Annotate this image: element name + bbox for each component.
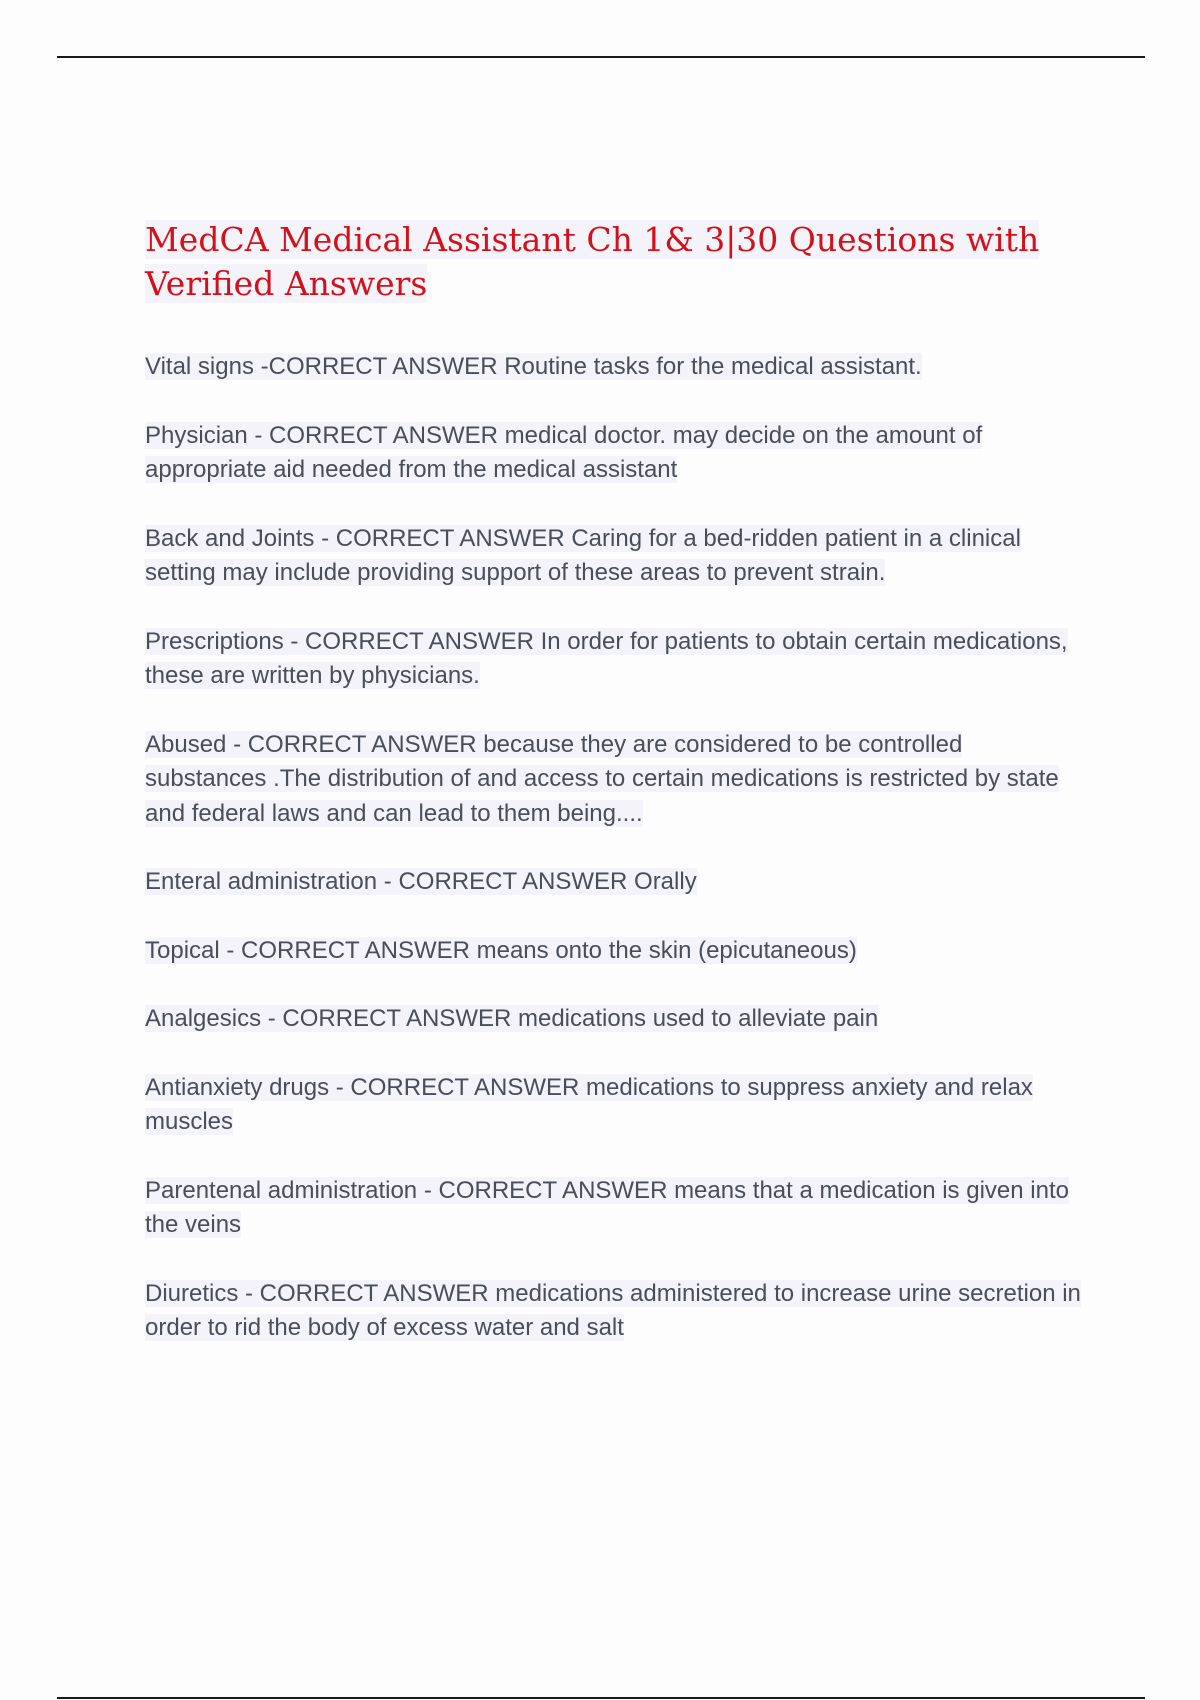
qa-entry-text: Diuretics - CORRECT ANSWER medications administered to increase urine secretion in order to rid the body of excess water and salt xyxy=(145,1279,1081,1341)
qa-entry xyxy=(145,1277,1090,1346)
qa-entry xyxy=(145,1002,1090,1037)
qa-entry-text: Antianxiety drugs - CORRECT ANSWER medications to suppress anxiety and relax muscles xyxy=(145,1073,1033,1135)
qa-entry xyxy=(145,1174,1090,1243)
qa-entry-text: Analgesics - CORRECT ANSWER medications used to alleviate pain xyxy=(145,1005,879,1032)
footer-rule xyxy=(57,1697,1145,1699)
qa-entry xyxy=(145,934,1090,969)
qa-entry-text: Abused - CORRECT ANSWER because they are considered to be controlled substances .The distribution of and access to certain medications is restricted by state and federal laws and can lead to them being.... xyxy=(145,730,1059,827)
qa-entry xyxy=(145,625,1090,694)
qa-entry xyxy=(145,350,1090,385)
qa-entry-text: Physician - CORRECT ANSWER medical doctor. may decide on the amount of appropriate aid needed from the medical assistant xyxy=(145,421,983,483)
qa-entry xyxy=(145,728,1090,832)
qa-entry xyxy=(145,1071,1090,1140)
qa-entry-text: Topical - CORRECT ANSWER means onto the skin (epicutaneous) xyxy=(145,936,857,964)
qa-entry-text: Prescriptions - CORRECT ANSWER In order for patients to obtain certain medications, these are written by physicians. xyxy=(145,627,1068,689)
qa-entry-text: Back and Joints - CORRECT ANSWER Caring for a bed-ridden patient in a clinical setting may include providing support of these areas to prevent strain. xyxy=(145,524,1021,586)
document-title-text: MedCA Medical Assistant Ch 1& 3|30 Questions with Verified Answers xyxy=(145,220,1040,303)
header-rule xyxy=(57,56,1145,58)
qa-entry xyxy=(145,522,1090,591)
qa-entry xyxy=(145,419,1090,488)
qa-entry-text: Parentenal administration - CORRECT ANSWER means that a medication is given into the veins xyxy=(145,1176,1069,1238)
document-body xyxy=(145,218,1090,1380)
qa-entry xyxy=(145,865,1090,900)
qa-entry-text: Vital signs -CORRECT ANSWER Routine tasks for the medical assistant. xyxy=(145,353,922,380)
document-title xyxy=(145,218,1090,306)
qa-entry-text: Enteral administration - CORRECT ANSWER Orally xyxy=(145,868,697,895)
